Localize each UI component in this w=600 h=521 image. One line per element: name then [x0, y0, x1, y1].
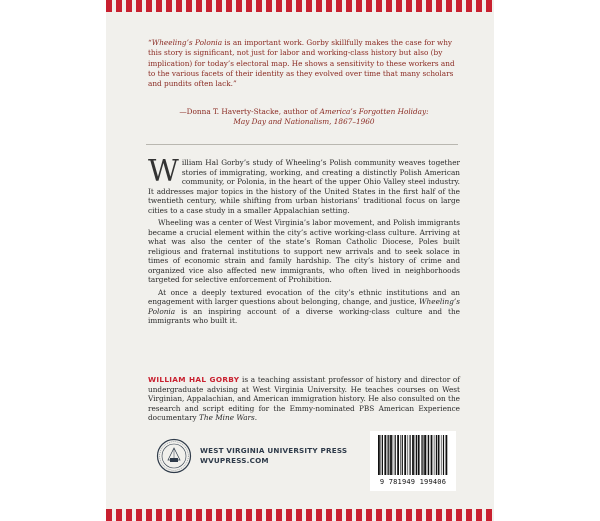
endorsement-quote	[148, 38, 460, 89]
author-bio-text: is a teaching assistant professor of history and director of undergraduate advising at West Virginia University. He teaches courses on West Virginian, Appalachian, and American immigration history. He also consulted on the research and script editing for the Emmy-nominated PBS American Experience documentary	[148, 375, 461, 422]
description-p1-text: illiam Hal Gorby’s study of Wheeling’s Polish community weaves together stories of immigrating, working, and creating a distinctly Polish American community, or Polonia, in the heart of the upper Ohio Valley steel industry. It addresses major topics in the history of the United States in the first half of the twentieth century, while shifting from urban historians’ traditional focus on large cities to a case study in a smaller Appalachian setting.	[148, 158, 460, 215]
barcode-bar	[381, 435, 382, 475]
attribution-book-line1: America’s Forgotten Holiday:	[319, 107, 429, 116]
barcode-bar	[404, 435, 406, 475]
barcode-bar	[416, 435, 417, 475]
author-bio-end: .	[254, 413, 258, 422]
barcode-bar	[410, 435, 411, 475]
description-p3-end: is an inspiring account of a diverse working-class culture and the immigrants who built it.	[148, 306, 460, 325]
divider-rule	[146, 144, 458, 145]
top-stripe-border	[106, 0, 494, 12]
quote-open-mark: “	[148, 38, 152, 47]
publisher-name: WEST VIRGINIA UNIVERSITY PRESS	[200, 446, 348, 455]
quote-text: is an important work. Gorby skillfully makes the case for why this story is significant, not just for labor and working-class history but also (by implication) for today’s electoral map. He shows a sensitivity to these workers and to the various facets of their identity as they evolved over time that many scholars and pundits often lack.”	[148, 38, 455, 89]
barcode-bar	[408, 435, 409, 475]
barcode-bar	[384, 435, 386, 475]
description-p3-start: At once a deeply textured evocation of the city’s ethnic institutions and an engagement with larger questions about belonging, change, and justice,	[148, 287, 460, 306]
barcode-bar	[428, 435, 429, 475]
barcode-bar	[402, 435, 403, 475]
description-paragraph-1	[148, 154, 460, 215]
publisher-url[interactable]: WVUPRESS.COM	[200, 456, 269, 465]
barcode-bar	[438, 435, 440, 475]
barcode-bar	[397, 435, 399, 475]
barcode-bar	[418, 435, 420, 475]
description-paragraph-3	[148, 288, 460, 326]
barcode-bar	[393, 435, 394, 475]
author-bio	[148, 375, 460, 423]
barcode-bar	[378, 435, 380, 475]
description-p3-title: Wheeling’s Polonia	[148, 297, 460, 316]
barcode-bar	[421, 435, 422, 475]
book-description	[148, 154, 460, 329]
barcode-bar	[446, 435, 448, 475]
barcode-bar	[422, 435, 423, 475]
wvu-press-seal-icon	[156, 438, 192, 474]
barcode-box	[370, 431, 456, 491]
attribution-book-line2: May Day and Nationalism, 1867–1960	[233, 117, 375, 127]
barcode-bar	[415, 435, 416, 475]
barcode-bar	[412, 435, 414, 475]
isbn-barcode-icon	[376, 435, 450, 477]
attribution-author: —Donna T. Haverty-Stacke, author of	[179, 107, 320, 116]
barcode-bar	[388, 435, 389, 475]
drop-cap: W	[148, 154, 179, 189]
description-paragraph-2: Wheeling was a center of West Virginia’s labor movement, and Polish immigrants became a crucial element within the city’s active working-class culture. Arriving at what was also the center of the state’s Roman Catholic Diocese, Poles built religious and fraternal institutions to support new arrivals and to seek solace in times of economic strain and family hardship. The city’s history of crime and organized vice also affected new immigrants, who often lived in neighborhoods targeted for selective enforcement of Prohibition.	[148, 218, 460, 284]
quote-book-title: Wheeling’s Polonia	[151, 38, 223, 47]
barcode-bar	[424, 435, 426, 475]
barcode-bar	[395, 435, 396, 475]
barcode-bar	[441, 435, 442, 475]
bottom-stripe-border	[106, 509, 494, 521]
publisher-info	[200, 446, 347, 466]
barcode-bar	[427, 435, 428, 475]
barcode-bar	[387, 435, 388, 475]
isbn-number: 9 781949 199406	[379, 478, 447, 486]
barcode-bar	[434, 435, 435, 475]
barcode-bar	[436, 435, 437, 475]
barcode-bar	[390, 435, 392, 475]
book-back-cover	[106, 0, 494, 521]
quote-attribution	[148, 107, 460, 128]
barcode-bar	[400, 435, 401, 475]
barcode-bar	[382, 435, 383, 475]
barcode-bar	[431, 435, 433, 475]
author-name: WILLIAM HAL GORBY	[148, 375, 240, 384]
author-bio-documentary: The Mine Wars	[199, 413, 255, 422]
barcode-bar	[443, 435, 444, 475]
